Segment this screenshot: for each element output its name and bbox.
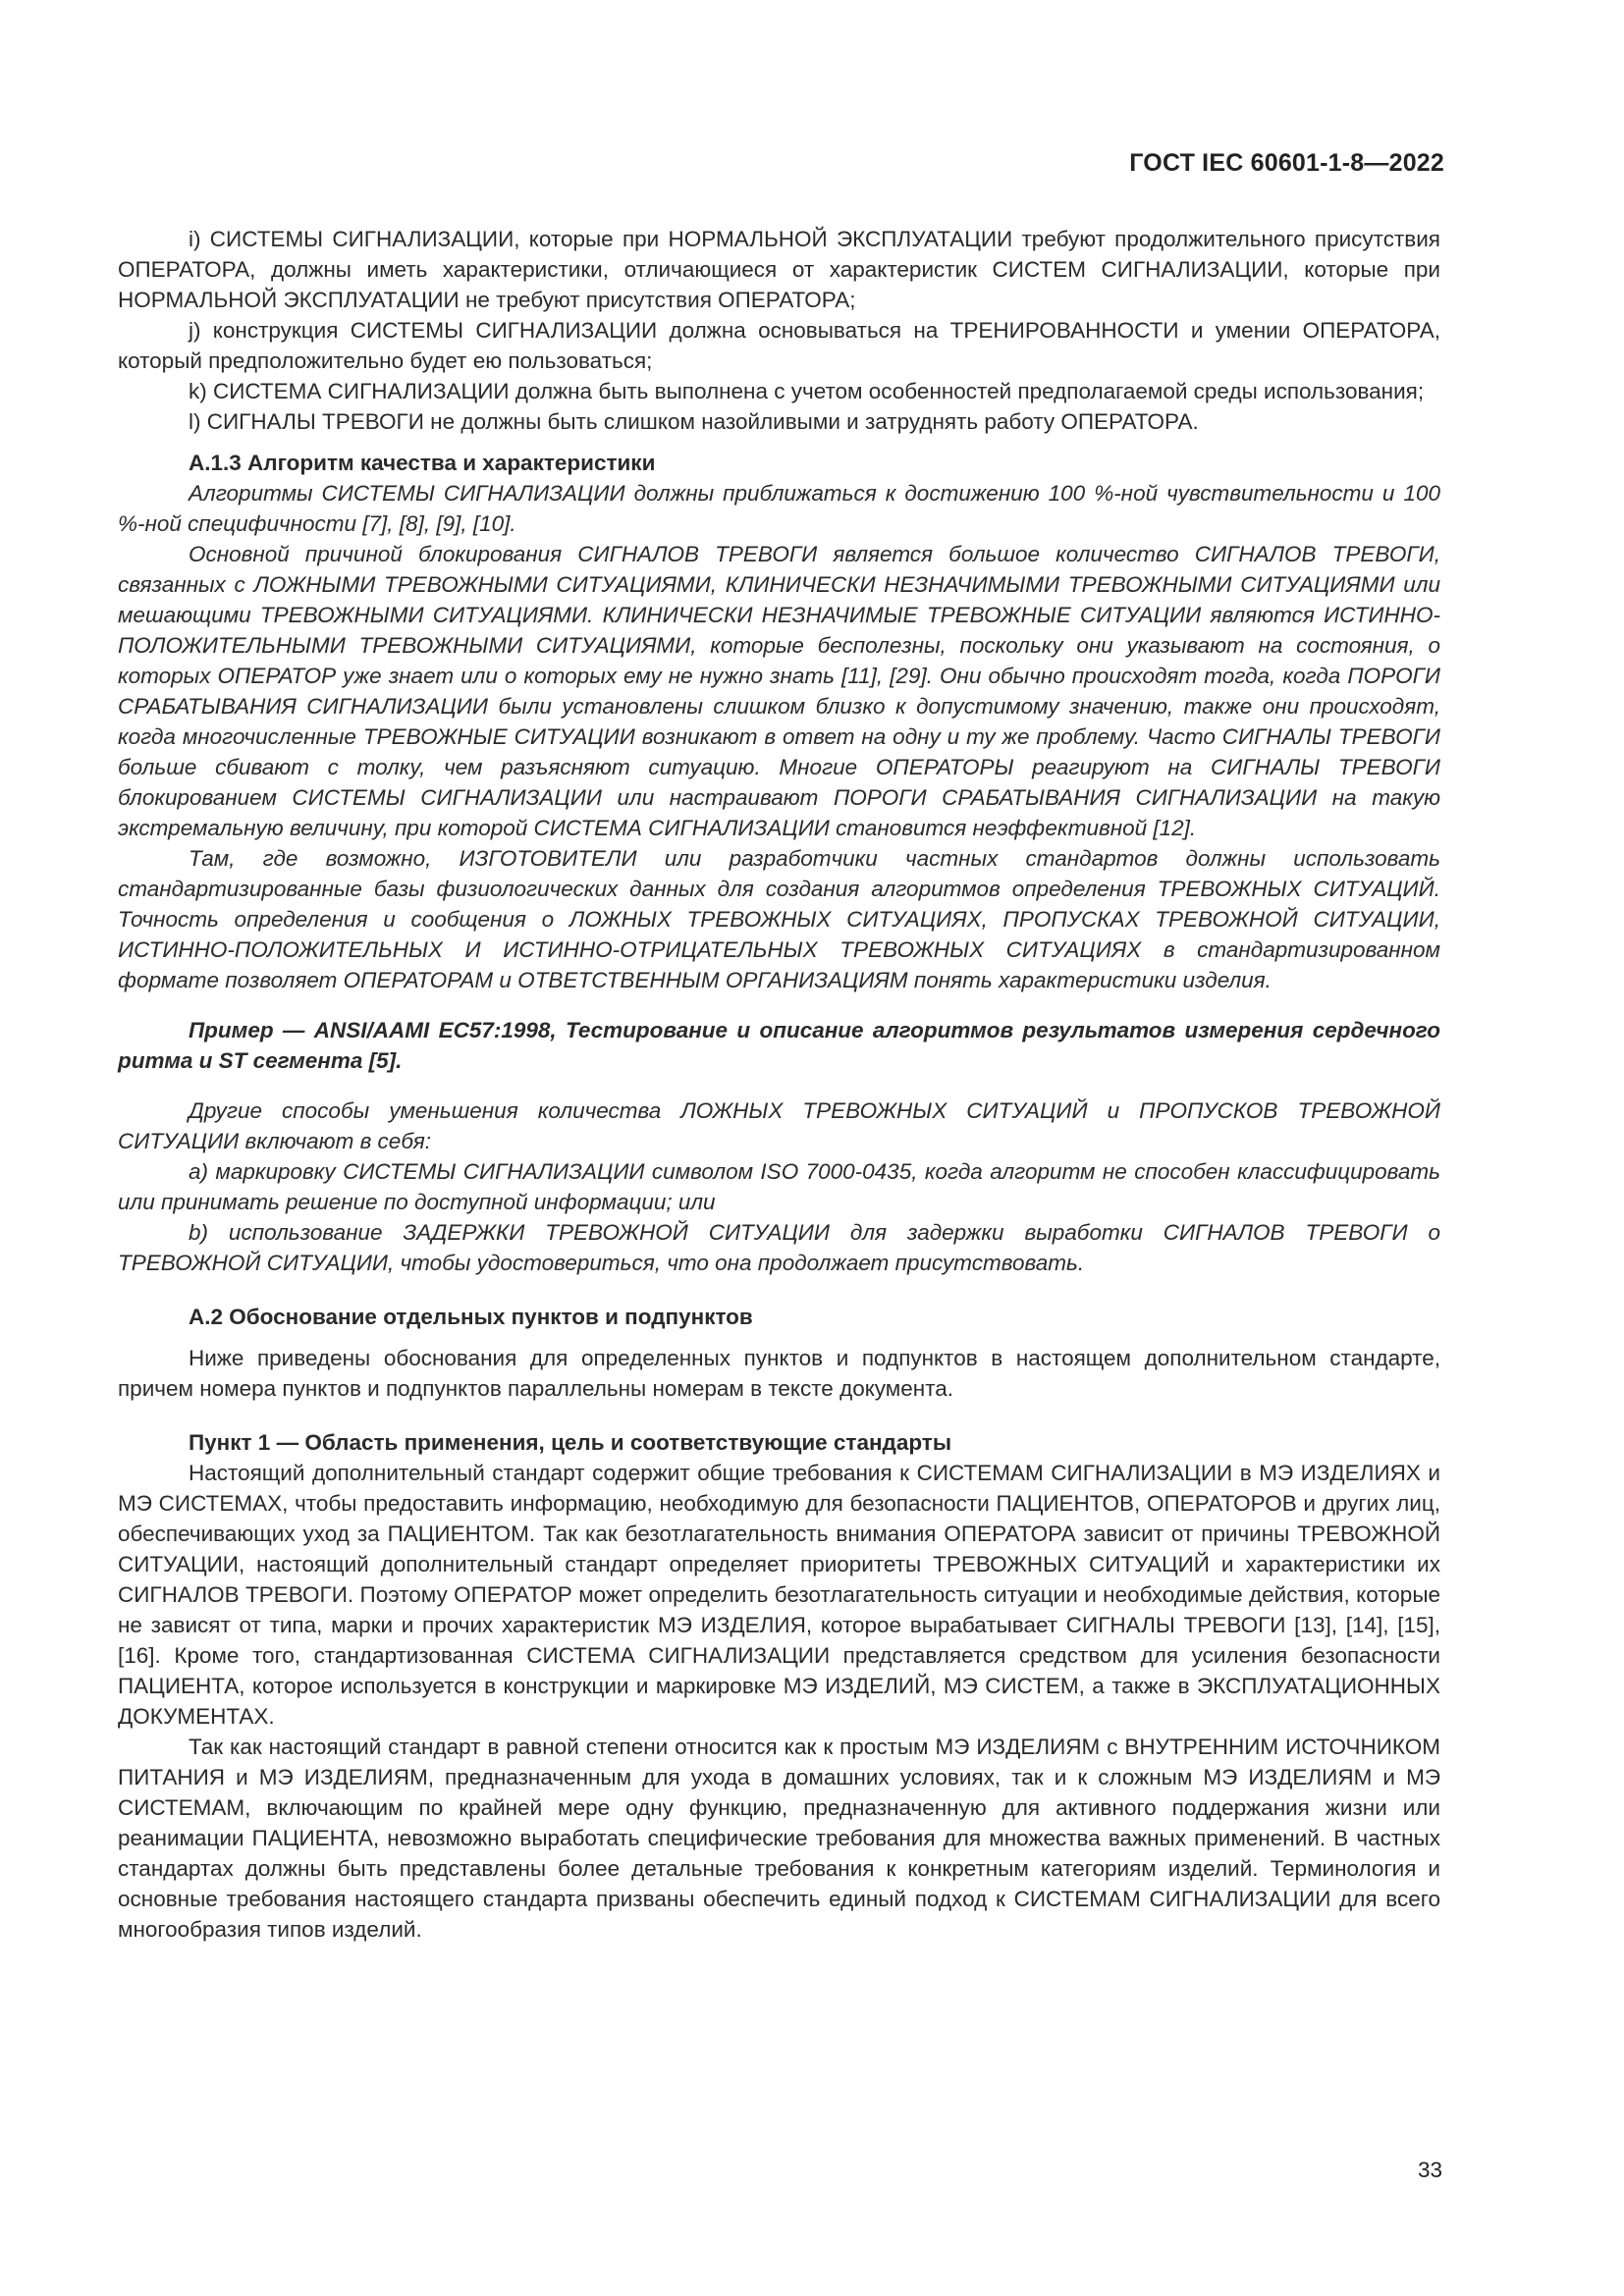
list-item-i: i) СИСТЕМЫ СИГНАЛИЗАЦИИ, которые при НОРМАЛЬНОЙ ЭКСПЛУАТАЦИИ требуют продолжительного присутствия ОПЕРАТОРА, должны иметь характеристики, отличающиеся от характеристик СИСТЕМ СИГНАЛИЗАЦИИ, которые при НОРМАЛЬНОЙ ЭКСПЛУАТАЦИИ не требуют присутствия ОПЕРАТОРА; <box>118 227 1440 312</box>
list-item-a: a) маркировку СИСТЕМЫ СИГНАЛИЗАЦИИ символом ISO 7000-0435, когда алгоритм не способен классифицировать или принимать решение по доступной информации; или <box>118 1159 1440 1214</box>
list-item-k: k) СИСТЕМА СИГНАЛИЗАЦИИ должна быть выполнена с учетом особенностей предполагаемой среды использования; <box>189 379 1425 403</box>
example-note: Пример — ANSI/AAMI EC57:1998, Тестирование и описание алгоритмов результатов измерения сердечного ритма и ST сегмента [5]. <box>118 1018 1440 1073</box>
page-number: 33 <box>1417 2158 1442 2182</box>
paragraph: Другие способы уменьшения количества ЛОЖНЫХ ТРЕВОЖНЫХ СИТУАЦИЙ и ПРОПУСКОВ ТРЕВОЖНОЙ СИТУАЦИИ включают в себя: <box>118 1098 1440 1153</box>
paragraph: Так как настоящий стандарт в равной степени относится как к простым МЭ ИЗДЕЛИЯМ с ВНУТРЕННИМ ИСТОЧНИКОМ ПИТАНИЯ и МЭ ИЗДЕЛИЯМ, предназначенным для ухода в домашних условиях, так и к сложным МЭ ИЗДЕЛИЯМ и МЭ СИСТЕМАМ, включающим по крайней мере одну функцию, предназначенную для активного поддержания жизни или реанимации ПАЦИЕНТА, невозможно выработать специфические требования для множества важных применений. В частных стандартах должны быть представлены более детальные требования к конкретным категориям изделий. Терминология и основные требования настоящего стандарта призваны обеспечить единый подход к СИСТЕМАМ СИГНАЛИЗАЦИИ для всего многообразия типов изделий. <box>118 1735 1440 1942</box>
clause-heading-1: Пункт 1 — Область применения, цель и соответствующие стандарты <box>189 1430 952 1455</box>
list-item-b: b) использование ЗАДЕРЖКИ ТРЕВОЖНОЙ СИТУАЦИИ для задержки выработки СИГНАЛОВ ТРЕВОГИ о ТРЕВОЖНОЙ СИТУАЦИИ, чтобы удостовериться, что она продолжает присутствовать. <box>118 1220 1440 1275</box>
list-item-j: j) конструкция СИСТЕМЫ СИГНАЛИЗАЦИИ должна основываться на ТРЕНИРОВАННОСТИ и умении ОПЕРАТОРА, который предположительно будет ею пользоваться; <box>118 318 1440 373</box>
paragraph: Настоящий дополнительный стандарт содержит общие требования к СИСТЕМАМ СИГНАЛИЗАЦИИ в МЭ ИЗДЕЛИЯХ и МЭ СИСТЕМАХ, чтобы предоставить информацию, необходимую для безопасности ПАЦИЕНТОВ, ОПЕРАТОРОВ и других лиц, обеспечивающих уход за ПАЦИЕНТОМ. Так как безотлагательность внимания ОПЕРАТОРА зависит от причины ТРЕВОЖНОЙ СИТУАЦИИ, настоящий дополнительный стандарт определяет приоритеты ТРЕВОЖНЫХ СИТУАЦИЙ и характеристики их СИГНАЛОВ ТРЕВОГИ. Поэтому ОПЕРАТОР может определить безотлагательность ситуации и необходимые действия, которые не зависят от типа, марки и прочих характеристик МЭ ИЗДЕЛИЯ, которое вырабатывает СИГНАЛЫ ТРЕВОГИ [13], [14], [15], [16]. Кроме того, стандартизованная СИСТЕМА СИГНАЛИЗАЦИИ представляется средством для усиления безопасности ПАЦИЕНТА, которое используется в конструкции и маркировке МЭ ИЗДЕЛИЙ, МЭ СИСТЕМ, а также в ЭКСПЛУАТАЦИОННЫХ ДОКУМЕНТАХ. <box>118 1461 1440 1729</box>
section-heading-a2: A.2 Обоснование отдельных пунктов и подпунктов <box>189 1305 753 1329</box>
paragraph: Алгоритмы СИСТЕМЫ СИГНАЛИЗАЦИИ должны приближаться к достижению 100 %-ной чувствительности и 100 %-ной специфичности [7], [8], [9], [10]. <box>118 481 1440 536</box>
paragraph: Там, где возможно, ИЗГОТОВИТЕЛИ или разработчики частных стандартов должны использовать стандартизированные базы физиологических данных для создания алгоритмов определения ТРЕВОЖНЫХ СИТУАЦИЙ. Точность определения и сообщения о ЛОЖНЫХ ТРЕВОЖНЫХ СИТУАЦИЯХ, ПРОПУСКАХ ТРЕВОЖНОЙ СИТУАЦИИ, ИСТИННО-ПОЛОЖИТЕЛЬНЫХ И ИСТИННО-ОТРИЦАТЕЛЬНЫХ ТРЕВОЖНЫХ СИТУАЦИЯХ в стандартизированном формате позволяет ОПЕРАТОРАМ и ОТВЕТСТВЕННЫМ ОРГАНИЗАЦИЯМ понять характеристики изделия. <box>118 846 1440 992</box>
list-item-l: l) СИГНАЛЫ ТРЕВОГИ не должны быть слишком назойливыми и затруднять работу ОПЕРАТОРА. <box>189 409 1199 434</box>
paragraph: Основной причиной блокирования СИГНАЛОВ ТРЕВОГИ является большое количество СИГНАЛОВ ТРЕВОГИ, связанных с ЛОЖНЫМИ ТРЕВОЖНЫМИ СИТУАЦИЯМИ, КЛИНИЧЕСКИ НЕЗНАЧИМЫМИ ТРЕВОЖНЫМИ СИТУАЦИЯМИ или мешающими ТРЕВОЖНЫМИ СИТУАЦИЯМИ. КЛИНИЧЕСКИ НЕЗНАЧИМЫЕ ТРЕВОЖНЫЕ СИТУАЦИИ являются ИСТИННО-ПОЛОЖИТЕЛЬНЫМИ ТРЕВОЖНЫМИ СИТУАЦИЯМИ, которые бесполезны, поскольку они указывают на состояния, о которых ОПЕРАТОР уже знает или о которых ему не нужно знать [11], [29]. Они обычно происходят тогда, когда ПОРОГИ СРАБАТЫВАНИЯ СИГНАЛИЗАЦИИ были установлены слишком близко к допустимому значению, также они происходят, когда многочисленные ТРЕВОЖНЫЕ СИТУАЦИИ возникают в ответ на одну и ту же проблему. Часто СИГНАЛЫ ТРЕВОГИ больше сбивают с толку, чем разъясняют ситуацию. Многие ОПЕРАТОРЫ реагируют на СИГНАЛЫ ТРЕВОГИ блокированием СИСТЕМЫ СИГНАЛИЗАЦИИ или настраивают ПОРОГИ СРАБАТЫВАНИЯ СИГНАЛИЗАЦИИ на такую экстремальную величину, при которой СИСТЕМА СИГНАЛИЗАЦИИ становится неэффективной [12]. <box>118 542 1440 840</box>
paragraph: Ниже приведены обоснования для определенных пунктов и подпунктов в настоящем дополнительном стандарте, причем номера пунктов и подпунктов параллельны номерам в тексте документа. <box>118 1346 1440 1401</box>
section-heading-a13: A.1.3 Алгоритм качества и характеристики <box>189 451 656 475</box>
standard-designation: ГОСТ IEC 60601-1-8—2022 <box>1129 149 1444 177</box>
page-content <box>118 224 1440 1945</box>
